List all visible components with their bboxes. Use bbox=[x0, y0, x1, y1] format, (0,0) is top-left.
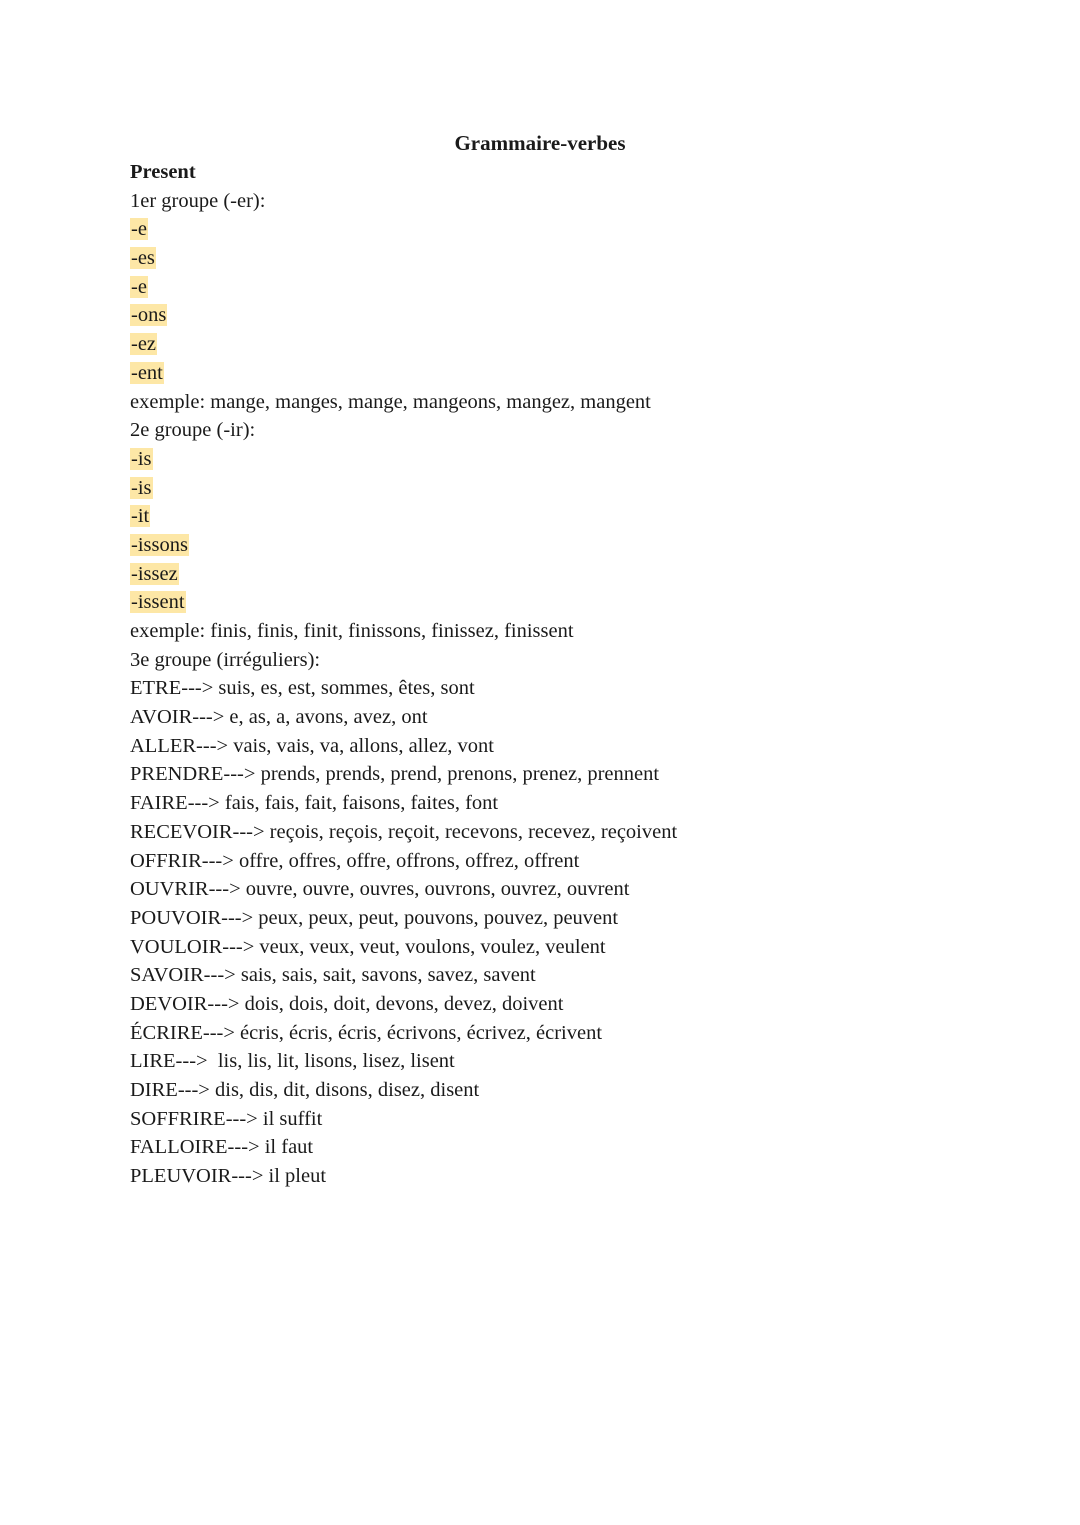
highlighted-ending: -it bbox=[131, 505, 150, 528]
verb-conjugation-prendre: PRENDRE---> prends, prends, prend, prenons, prenez, prennent bbox=[130, 763, 660, 786]
verb-conjugation-etre: ETRE---> suis, es, est, sommes, êtes, sont bbox=[130, 677, 475, 700]
verb-conjugation-pouvoir: POUVOIR---> peux, peux, peut, pouvons, pouvez, peuvent bbox=[130, 906, 619, 929]
group2-ending bbox=[130, 588, 950, 617]
document-title: Grammaire-verbes bbox=[454, 131, 626, 155]
verb-conjugation-falloire: FALLOIRE---> il faut bbox=[130, 1136, 314, 1159]
group1-heading: 1er groupe (-er): bbox=[130, 189, 266, 212]
verb-conjugation-devoir: DEVOIR---> dois, dois, doit, devons, devez, doivent bbox=[130, 992, 564, 1015]
highlighted-ending: -issons bbox=[131, 533, 188, 556]
section-heading-present: Present bbox=[130, 161, 196, 183]
group2-heading: 2e groupe (-ir): bbox=[130, 419, 256, 442]
verb-conjugation-ouvrir: OUVRIR---> ouvre, ouvre, ouvres, ouvrons, ouvrez, ouvrent bbox=[130, 878, 630, 901]
verb-conjugation-faire: FAIRE---> fais, fais, fait, faisons, faites, font bbox=[130, 792, 499, 815]
verb-conjugation-ecrire: ÉCRIRE---> écris, écris, écris, écrivons, écrivez, écrivent bbox=[130, 1021, 603, 1044]
verb-conjugation-vouloir: VOULOIR---> veux, veux, veut, voulons, voulez, veulent bbox=[130, 935, 606, 958]
highlighted-ending: -ez bbox=[131, 333, 157, 356]
verb-conjugation-recevoir: RECEVOIR---> reçois, reçois, reçoit, recevons, recevez, reçoivent bbox=[130, 820, 678, 843]
document-page bbox=[130, 128, 950, 1191]
group1-ending bbox=[130, 301, 950, 330]
group1-ending bbox=[130, 244, 950, 273]
group2-ending bbox=[130, 445, 950, 474]
highlighted-ending: -issent bbox=[131, 591, 185, 614]
verb-conjugation-aller: ALLER---> vais, vais, va, allons, allez, vont bbox=[130, 734, 494, 757]
group1-ending bbox=[130, 215, 950, 244]
group2-example: exemple: finis, finis, finit, finissons, finissez, finissent bbox=[130, 620, 574, 642]
highlighted-ending: -issez bbox=[131, 562, 178, 585]
highlighted-ending: -e bbox=[131, 218, 147, 241]
highlighted-ending: -e bbox=[131, 275, 147, 298]
group1-ending bbox=[130, 359, 950, 388]
group2-ending bbox=[130, 531, 950, 560]
group1-example: exemple: mange, manges, mange, mangeons, mangez, mangent bbox=[130, 390, 651, 413]
verb-conjugation-pleuvoir: PLEUVOIR---> il pleut bbox=[130, 1165, 327, 1188]
highlighted-ending: -is bbox=[131, 476, 152, 499]
verb-conjugation-dire: DIRE---> dis, dis, dit, disons, disez, disent bbox=[130, 1079, 480, 1101]
verb-conjugation-avoir: AVOIR---> e, as, a, avons, avez, ont bbox=[130, 706, 428, 729]
verb-conjugation-soffrire: SOFFRIRE---> il suffit bbox=[130, 1107, 323, 1130]
group2-ending bbox=[130, 502, 950, 531]
group1-ending bbox=[130, 273, 950, 302]
group3-heading: 3e groupe (irréguliers): bbox=[130, 648, 321, 671]
verb-conjugation-lire: LIRE---> lis, lis, lit, lisons, lisez, lisent bbox=[130, 1050, 455, 1073]
highlighted-ending: -es bbox=[131, 247, 155, 270]
highlighted-ending: -ons bbox=[131, 304, 167, 327]
highlighted-ending: -ent bbox=[131, 361, 163, 384]
verb-conjugation-savoir: SAVOIR---> sais, sais, sait, savons, savez, savent bbox=[130, 964, 536, 987]
verb-conjugation-offrir: OFFRIR---> offre, offres, offre, offrons, offrez, offrent bbox=[130, 849, 580, 872]
highlighted-ending: -is bbox=[131, 447, 152, 470]
group2-ending bbox=[130, 474, 950, 503]
group1-ending bbox=[130, 330, 950, 359]
group2-ending bbox=[130, 560, 950, 589]
